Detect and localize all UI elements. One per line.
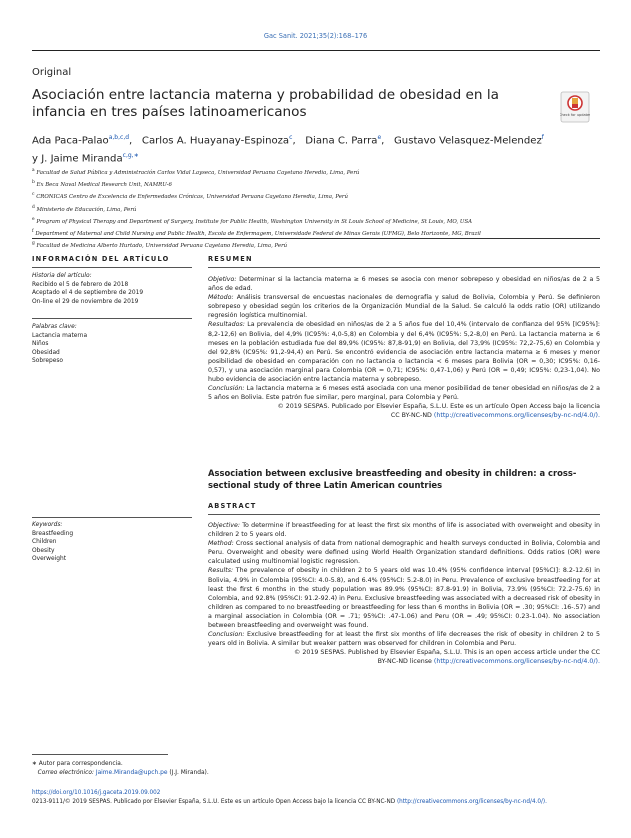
resumen-body: [208, 275, 600, 421]
resultados-label: Resultados:: [208, 321, 245, 329]
affiliation-text: Department of Maternal and Child Nursing and Public Health, Escola de Enfermagem, Universidade Federal de Minas Gerais (UFMG), Belo Horizonte, MG, Brazil: [35, 230, 481, 237]
affiliation-item: [32, 215, 600, 227]
method-label: Method:: [208, 540, 234, 548]
resumen-resultados: [208, 320, 600, 384]
correspondence-email-line: [32, 769, 209, 778]
keyword: Children: [32, 539, 57, 546]
affiliation-mark: d: [32, 204, 35, 210]
affiliation-item: [32, 166, 600, 178]
conclusion-label: Conclusión:: [208, 385, 245, 393]
objective-text: To determine if breastfeeding for at least the first six months of life is associated with overweight and obesity in children 2 to 5 years old.: [208, 522, 600, 539]
correspondence: [32, 760, 209, 778]
affiliation-text: Program of Physical Therapy and Department of Surgery, Institute for Public Health, Washington University in St Louis School of Medicine, St Louis, MO, USA: [36, 218, 473, 225]
author-affiliation-marks[interactable]: f: [541, 134, 544, 141]
affiliation-text: Facultad de Salud Pública y Administración Carlos Vidal Layseca, Universidad Peruana Cayetano Heredia, Lima, Perú: [36, 169, 360, 176]
journal-citation[interactable]: Gac Sanit. 2021;35(2):168–176: [263, 32, 368, 40]
metodo-label: Método:: [208, 294, 234, 302]
author-name: Ada Paca-Palao: [32, 135, 109, 147]
crossmark-icon: [560, 91, 590, 123]
affiliations-divider: [32, 238, 600, 239]
affiliation-text: Facultad de Medicina Alberto Hurtado, Universidad Peruana Cayetano Heredia, Lima, Perú: [36, 243, 288, 250]
check-for-updates-badge[interactable]: [560, 91, 590, 123]
affiliation-mark: a: [32, 168, 35, 173]
affiliation-text: Ex Beca Naval Medical Research Unit, NAMRU-6: [36, 182, 172, 188]
abstract-conclusion: [208, 630, 600, 648]
resumen-heading: RESUMEN: [208, 255, 253, 263]
author-affiliation-marks[interactable]: c: [289, 134, 293, 141]
keywords-en-label: Keywords:: [32, 522, 63, 528]
license-link[interactable]: (http://creativecommons.org/licenses/by-nc-nd/4.0/).: [433, 412, 600, 420]
abstract-objective: [208, 521, 600, 539]
author-name: Carlos A. Huayanay-Espinoza: [141, 135, 290, 147]
keyword: Breastfeeding: [32, 530, 74, 537]
affiliation-mark: b: [32, 180, 35, 186]
affiliation-text: CRONICAS Centro de Excelencia de Enfermedades Crónicas, Universidad Peruana Cayetano Heredia, Lima, Perú: [36, 194, 348, 201]
article-history: [32, 272, 192, 306]
abstract-method: [208, 539, 600, 566]
copyright-text: © 2019 SESPAS. Publicado por Elsevier España, S.L.U. Este es un artículo Open Access bajo la licencia: [277, 403, 600, 411]
article-info-heading: INFORMACIÓN DEL ARTÍCULO: [32, 255, 170, 263]
keyword: Obesity: [32, 547, 55, 554]
footnote-rule: [32, 754, 168, 755]
abstract-body: [208, 521, 600, 667]
license-name: BY-NC-ND license: [377, 658, 432, 666]
affiliation-item: [32, 178, 600, 190]
keywords-en: [32, 521, 192, 564]
keyword: Lactancia materna: [32, 332, 88, 339]
author-affiliation-marks[interactable]: e: [377, 134, 382, 141]
abstract-results: [208, 566, 600, 630]
affiliation-mark: c: [32, 192, 35, 198]
keywords-en-rule: [32, 517, 192, 518]
conclusion-text: La lactancia materna ≥ 6 meses está asociada con una menor posibilidad de tener obesidad en niños/as de 2 a 5 años en Bolivia. Este patrón fue similar, pero marginal, para Colombia y Perú.: [208, 385, 600, 402]
affiliation-mark: f: [32, 229, 34, 235]
affiliation-item: [32, 190, 600, 202]
affiliation-mark: g: [32, 241, 35, 247]
history-rule: [32, 318, 192, 319]
keywords-es: [32, 323, 192, 366]
issn-text: 0213-9111/© 2019 SESPAS. Publicado por Elsevier España, S.L.U. Este es un artículo Open Access bajo la licencia CC BY-NC-ND: [32, 798, 396, 805]
issn-line: [32, 798, 600, 807]
objective-label: Objective:: [208, 522, 240, 529]
affiliation-item: [32, 239, 600, 251]
author-list: Ada Paca-Palao$^{a,b,c,d}$, Carlos A. Huayanay-Espinoza$^c$, Diana C. Parra$^e$, Gustavo Velasquez-Melendez$^f$ y J. Jaime Miranda$^{c,g,∗}$: [32, 134, 544, 165]
article-title: Asociación entre lactancia materna y probabilidad de obesidad en la infancia en tres países latinoamericanos: [32, 87, 499, 120]
issn-license-link[interactable]: (http://creativecommons.org/licenses/by-nc-nd/4.0/).: [396, 798, 547, 805]
metodo-text: Análisis transversal de encuestas nacionales de demografía y salud de Bolivia, Colombia y Perú. Se definieron sobrepeso y obesidad según los criterios de la Organización Mundial de la Salud. Se calculó la odds ratio (OR) utilizando regresión logística multinomial.: [208, 294, 600, 320]
doi-link[interactable]: https://doi.org/10.1016/j.gaceta.2019.09.002: [32, 790, 161, 796]
author-name: Gustavo Velasquez-Melendez: [393, 135, 542, 147]
top-divider: [32, 50, 600, 51]
email-link[interactable]: Jaime.Miranda@upch.pe: [95, 770, 168, 777]
correspondence-label: ∗ Autor para correspondencia.: [32, 761, 123, 767]
section-label: Original: [32, 67, 72, 78]
abstract-heading: ABSTRACT: [208, 502, 257, 510]
crossmark-label: Check for updates: [560, 113, 590, 118]
author-name: J. Jaime Miranda: [41, 153, 123, 165]
resumen-copyright: [208, 402, 600, 420]
license-name: CC BY-NC-ND: [390, 412, 432, 420]
objetivo-text: Determinar si la lactancia materna ≥ 6 meses se asocia con menor sobrepeso y obesidad en niños/as de 2 a 5 años de edad.: [208, 276, 600, 293]
conclusion-text: Exclusive breastfeeding for at least the first six months of life decreases the risk of obesity in children 2 to 5 years old in Bolivia. A similar but weaker pattern was observed for children in Colombia and Peru.: [208, 631, 600, 648]
history-label: Historia del artículo:: [32, 273, 92, 279]
resumen-rule: [208, 267, 600, 268]
keyword: Obesidad: [32, 349, 60, 356]
affiliation-text: Ministerio de Educación, Lima, Perú: [36, 206, 137, 213]
history-online: On-line el 29 de noviembre de 2019: [32, 298, 139, 305]
keywords-label: Palabras clave:: [32, 324, 77, 330]
resumen-objetivo: [208, 275, 600, 293]
resultados-text: La prevalencia de obesidad en niños/as de 2 a 5 años fue del 10,4% (intervalo de confianza del 95% [IC95%]: 8,2-12,6) en Bolivia, del 4,9% (IC95%: 4,0-5,8) en Colombia y del 6,4% (IC95%: 5,2-8,0) en Perú. La lactancia materna ≥ 6 meses en la población estudiada fue del 89,9% (IC95%: 87,8-91,9) en Bolivia, del 73,9% (IC95%: 72,2-75,6) en Colombia y del 92,8% (IC95%: 91,2-94,4) en Perú. Se encontró evidencia de asociación entre lactancia materna ≥ 6 meses y menor posibilidad de obesidad en comparación con no lactancia o lactancia < 6 meses para Bolivia (OR = 0,30; IC95%: 0,16-0,57), y una asociación marginal para Colombia (OR = 0,71; IC95%: 0,47-1,06) y Perú (OR = 0,49; IC95%: 0,23-1,04). No hubo evidencia de asociación entre lactancia materna y sobrepeso.: [208, 321, 600, 384]
email-label: Correo electrónico:: [37, 770, 94, 777]
license-link[interactable]: (http://creativecommons.org/licenses/by-nc-nd/4.0/).: [433, 658, 600, 666]
results-text: The prevalence of obesity in children 2 to 5 years old was 10.4% (95% confidence interval [95%CI]: 8.2-12.6) in Bolivia, 4.9% in Colombia (95%CI: 4.0-5.8), and 6.4% (95%CI: 5.2-8.0) in Peru. Prevalence of exclusive breastfeeding for at least the first 6 months in the study population was 89.9% (95%CI: 87.8-91.9) in Bolivia, 73.9% (95%CI: 72.2-75.6) in Colombia, and 92.8% (95%CI: 91.2-92.4) in Peru. Exclusive breastfeeding was associated with a decreased risk of obesity in children as compared to no breastfeeding or breastfeeding for less than 6 months in Bolivia (OR = .30; 95%CI: .16-.57) and a marginal association in Colombia (OR = .71; 95%CI: .47-1.06) and Peru (OR = .49; 95%CI: 0.23-1.04). No association between breastfeeding and overweight was found.: [208, 567, 600, 630]
author-affiliation-marks[interactable]: a,b,c,d: [108, 134, 130, 141]
keyword: Overweight: [32, 556, 67, 563]
method-text: Cross sectional analysis of data from national demographic and health surveys conducted in Bolivia, Colombia and Peru. Overweight and obesity were defined using World Health Organization standard definitions. Odds ratios (OR) were calculated using multinomial logistic regression.: [208, 540, 600, 566]
author-affiliation-marks[interactable]: c,g,∗: [122, 151, 139, 159]
results-label: Results:: [208, 567, 234, 575]
affiliation-item: [32, 203, 600, 215]
author-name: Diana C. Parra: [305, 135, 378, 147]
abstract-rule: [208, 514, 600, 515]
resumen-metodo: [208, 293, 600, 320]
conclusion-label: Conclusion:: [208, 631, 245, 639]
history-accepted: Aceptado el 4 de septiembre de 2019: [32, 290, 144, 297]
article-info-rule: [32, 267, 192, 268]
page-footer: [32, 789, 600, 806]
affiliation-mark: e: [32, 216, 35, 222]
email-suffix: (J.J. Miranda).: [169, 770, 209, 777]
english-title: Association between exclusive breastfeeding and obesity in children: a cross-sectional study of three Latin American countries: [208, 468, 577, 490]
history-received: Recibido el 5 de febrero de 2018: [32, 281, 129, 288]
keyword: Niños: [32, 341, 49, 348]
resumen-conclusion: [208, 384, 600, 402]
copyright-text: © 2019 SESPAS. Published by Elsevier España, S.L.U. This is an open access article under the CC: [294, 649, 600, 657]
keyword: Sobrepeso: [32, 358, 64, 365]
objetivo-label: Objetivo:: [208, 276, 237, 283]
abstract-copyright: [208, 648, 600, 666]
